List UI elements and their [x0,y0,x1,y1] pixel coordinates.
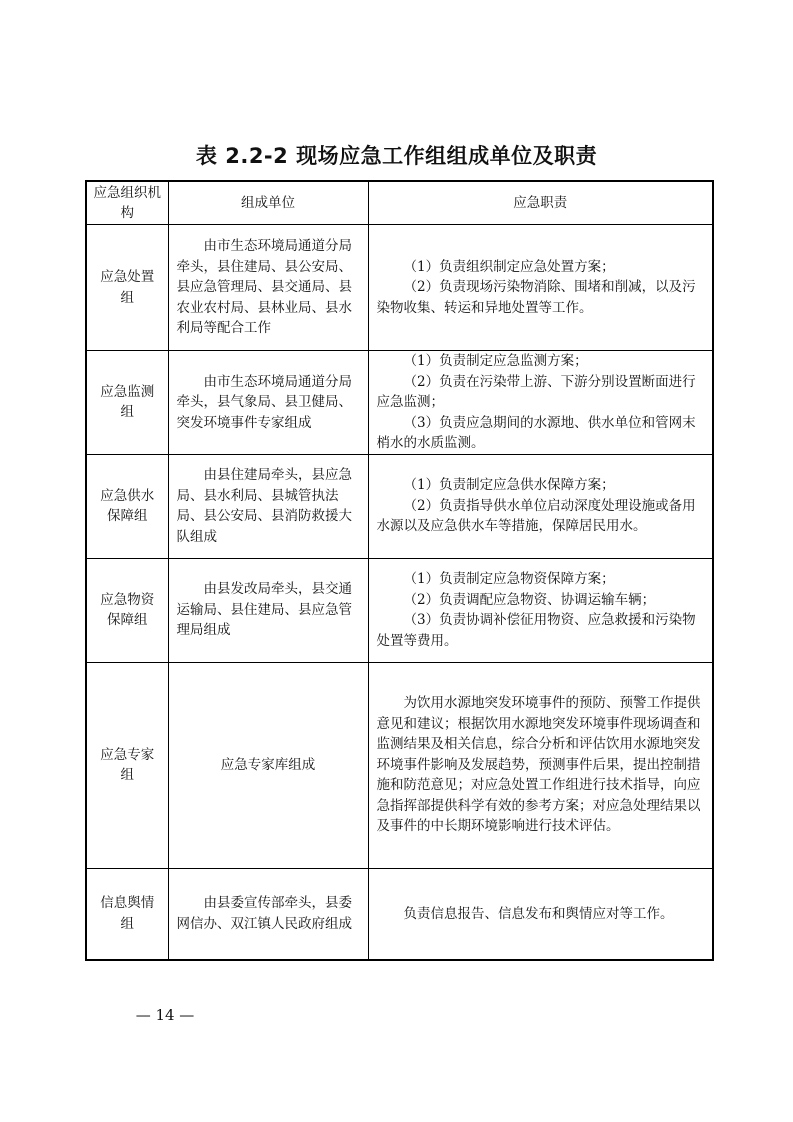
duty-item: （2）负责现场污染物消除、围堵和削减，以及污染物收集、转运和异地处置等工作。 [376,279,696,316]
unit-cell [168,454,368,558]
duty-item: （1）负责制定应急监测方案； [403,353,588,369]
header-duty: 应急职责 [368,181,713,225]
duty-item: （1）负责制定应急供水保障方案； [403,477,615,494]
unit-cell [168,558,368,662]
unit-text: 由县委宣传部牵头，县委网信办、双江镇人民政府组成 [176,895,352,932]
table-row [86,225,713,351]
duty-item: （2）负责调配应急物资、协调运输车辆； [403,591,656,608]
header-unit: 组成单位 [168,181,368,225]
table-row [86,662,713,868]
duty-table [85,180,714,961]
unit-cell [168,868,368,960]
unit-text: 由县住建局牵头，县应急局、县水利局、县城管执法局、县公安局、县消防救援大队组成 [176,467,352,545]
duty-item: （2）负责指导供水单位启动深度处理设施或备用水源以及应急供水车等措施，保障居民用水。 [376,497,696,535]
org-cell: 应急处置组 [86,225,168,351]
duty-item: （3）负责协调补偿征用物资、应急救援和污染物处置等费用。 [376,612,696,649]
unit-cell: 应急专家库组成 [168,662,368,868]
unit-cell [168,225,368,351]
org-cell: 应急监测组 [86,351,168,455]
org-cell: 应急物资保障组 [86,558,168,662]
duty-item: （1）负责组织制定应急处置方案； [403,258,615,275]
table-title: 表 2.2-2 现场应急工作组组成单位及职责 [195,144,598,168]
unit-text: 由市生态环境局通道分局牵头，县气象局、县卫健局、突发环境事件专家组成 [176,373,352,431]
unit-text: 由市生态环境局通道分局牵头，县住建局、县公安局、县应急管理局、县交通局、县农业农村局、县林业局、县水利局等配合工作 [176,238,352,337]
unit-cell [168,351,368,455]
header-org: 应急组织机构 [86,181,168,225]
duty-cell [368,454,713,558]
org-cell: 应急供水保障组 [86,454,168,558]
duty-cell [368,868,713,960]
duty-item: 为饮用水源地突发环境事件的预防、预警工作提供意见和建议；根据饮用水源地突发环境事件现场调查和监测结果及相关信息，综合分析和评估饮用水源地突发环境事件影响及发展趋势，预测事件后果，提出控制措施和防范意见；对应急处置工作组进行技术指导，向应急指挥部提供科学有效的参考方案；对应急处理结果以及事件的中长期环境影响进行技术评估。 [376,695,701,835]
duty-cell [368,662,713,868]
org-cell: 应急专家组 [86,662,168,868]
table-header-row [86,181,713,225]
table-row [86,454,713,558]
table-row [86,558,713,662]
unit-text: 由县发改局牵头，县交通运输局、县住建局、县应急管理局组成 [176,581,352,639]
duty-item: （1）负责制定应急物资保障方案； [403,571,615,587]
duty-item: （2）负责在污染带上游、下游分别设置断面进行应急监测； [376,373,696,410]
page-number: — 14 — [135,1006,195,1024]
duty-cell [368,225,713,351]
duty-cell [368,558,713,662]
duty-item: （3）负责应急期间的水源地、供水单位和管网末梢水的水质监测。 [376,414,696,451]
duty-cell [368,351,713,455]
table-row [86,868,713,960]
org-cell: 信息舆情组 [86,868,168,960]
duty-item: 负责信息报告、信息发布和舆情应对等工作。 [403,905,674,922]
table-row [86,351,713,455]
